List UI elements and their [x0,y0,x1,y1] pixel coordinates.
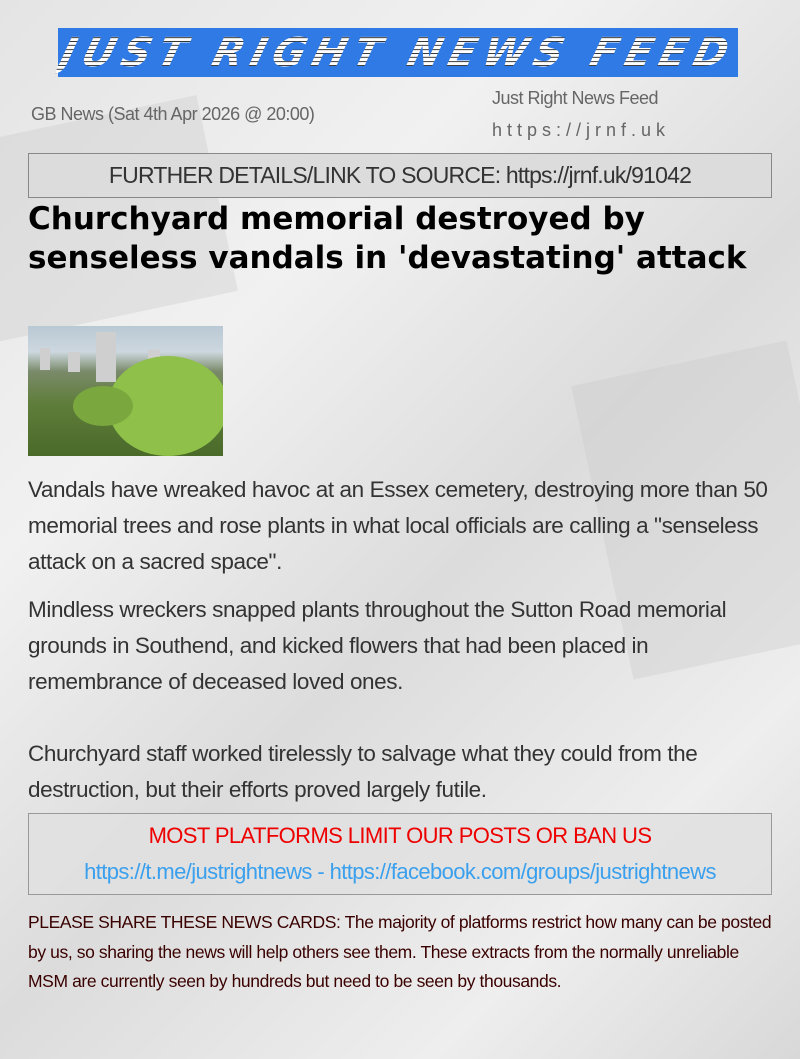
headline: Churchyard memorial destroyed by senseless vandals in 'devastating' attack [28,201,747,276]
article-body [28,472,778,808]
source-link-bar[interactable]: FURTHER DETAILS/LINK TO SOURCE: https://jrnf.uk/91042 [28,153,772,198]
share-notice: PLEASE SHARE THESE NEWS CARDS: The majority of platforms restrict how many can be posted by us, so sharing the news will help others see them. These extracts from the normally unreliable MSM are currently seen by hundreds but need to be seen by thousands. [28,912,772,991]
platforms-warning: MOST PLATFORMS LIMIT OUR POSTS OR BAN US [148,823,652,848]
article-paragraph: Mindless wreckers snapped plants throughout the Sutton Road memorial grounds in Southend, and kicked flowers that had been placed in remembrance of deceased loved ones. [28,597,727,694]
article-image [28,326,223,456]
source-line: GB News (Sat 4th Apr 2026 @ 20:00) [31,104,315,124]
social-links[interactable]: https://t.me/justrightnews - https://facebook.com/groups/justrightnews [84,859,716,884]
platforms-notice [28,813,772,895]
brand-name: Just Right News Feed [492,88,659,108]
site-logo [55,28,741,77]
brand-url[interactable]: https://jrnf.uk [492,120,671,140]
logo-text: JUST RIGHT NEWS FEED [55,29,741,76]
article-paragraph: Churchyard staff worked tirelessly to salvage what they could from the destruction, but their efforts proved largely futile. [28,741,698,802]
article-paragraph: Vandals have wreaked havoc at an Essex cemetery, destroying more than 50 memorial trees and rose plants in what local officials are calling a "senseless attack on a sacred space". [28,477,768,574]
